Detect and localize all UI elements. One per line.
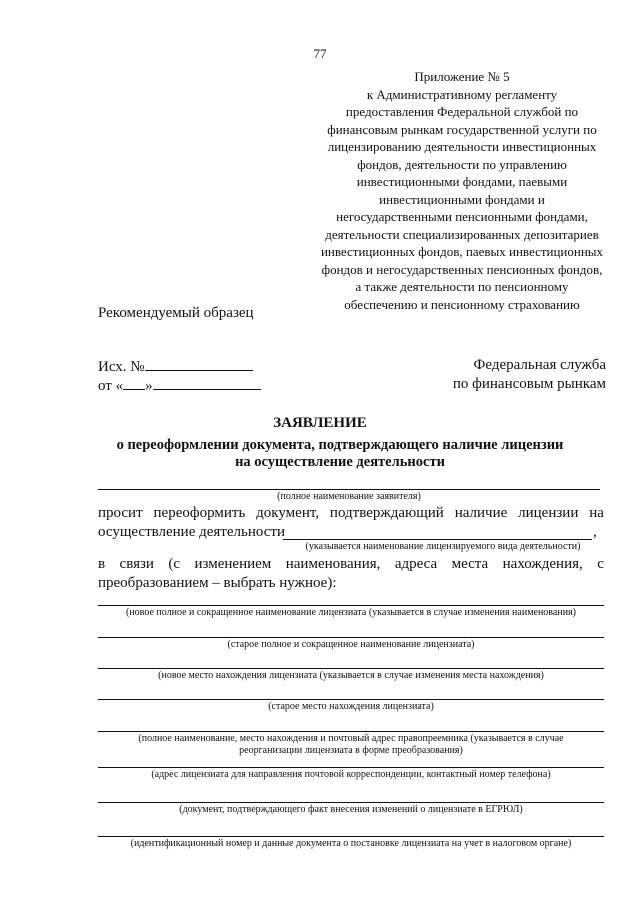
word: места xyxy=(451,556,489,572)
date-month-year-blank[interactable] xyxy=(153,375,261,390)
outgoing-number-line xyxy=(98,356,253,376)
appendix-line: инвестиционными фондами, паевыми xyxy=(356,174,568,189)
old-location-field[interactable] xyxy=(98,699,604,700)
page-number: 77 xyxy=(313,46,327,61)
new-name-caption: (новое полное и сокращенное наименование лицензиата (указывается в случае изменения наименования) xyxy=(126,607,576,618)
appendix-line: обеспечению и пенсионному страхованию xyxy=(344,296,580,312)
appendix-line: инвестиционными фондами и xyxy=(379,191,545,207)
activity-caption: (указывается наименование лицензируемого вида деятельности) xyxy=(305,541,581,552)
new-name-field[interactable] xyxy=(98,605,604,606)
successor-caption-line: (полное наименование, место нахождения и почтовый адрес правопреемника (указывается в случае xyxy=(138,733,564,744)
date-prefix: от « xyxy=(98,378,124,394)
successor-caption-line: реорганизации лицензиата в форме преобразования) xyxy=(239,745,463,756)
sample-label: Рекомендуемый образец xyxy=(98,305,254,321)
applicant-name-field[interactable] xyxy=(98,489,600,490)
word: на xyxy=(589,505,604,521)
document-title: ЗАЯВЛЕНИЕ xyxy=(273,415,367,431)
date-day-blank[interactable] xyxy=(123,375,145,390)
new-location-field[interactable] xyxy=(98,668,604,669)
reason-line xyxy=(98,556,604,573)
appendix-line: финансовым рынкам государственной услуги по xyxy=(327,121,597,137)
addressee-line: по финансовым рынкам xyxy=(452,376,606,392)
word: просит xyxy=(98,505,143,521)
egrul-document-field[interactable] xyxy=(98,802,604,803)
outgoing-number-blank[interactable] xyxy=(145,356,253,371)
word: в xyxy=(98,556,106,572)
date-mid: » xyxy=(145,378,153,394)
request-line xyxy=(98,505,604,522)
subtitle-line: на осуществление деятельности xyxy=(235,454,445,470)
appendix-line: предоставления Федеральной службой по xyxy=(345,104,579,119)
successor-caption xyxy=(98,733,604,757)
word: подтверждающий xyxy=(329,505,444,521)
appendix-line: а также деятельности по пенсионному xyxy=(355,279,569,294)
word: (с xyxy=(168,556,181,572)
appendix-line: фондов и негосударственных пенсионных фондов, xyxy=(321,261,603,277)
activity-suffix: , xyxy=(593,524,597,540)
old-name-caption: (старое полное и сокращенное наименование лицензиата) xyxy=(227,639,475,650)
old-name-field[interactable] xyxy=(98,637,604,638)
tax-registration-caption: (идентификационный номер и данные документа о постановке лицензиата на учет в налоговом органе) xyxy=(130,838,572,849)
word: связи xyxy=(119,556,154,572)
activity-field[interactable] xyxy=(283,539,592,540)
egrul-document-caption: (документ, подтверждающего факт внесения изменений о лицензиате в ЕГРЮЛ) xyxy=(179,804,523,815)
appendix-line: деятельности специализированных депозитариев xyxy=(325,226,599,242)
postal-address-field[interactable] xyxy=(98,767,604,768)
outgoing-number-label: Исх. № xyxy=(98,359,145,375)
word: наименования, xyxy=(285,556,381,572)
appendix-line: Приложение № 5 xyxy=(414,69,510,84)
addressee-line: Федеральная служба xyxy=(473,357,606,373)
word: изменением xyxy=(194,556,272,572)
new-location-caption: (новое место нахождения лицензиата (указывается в случае изменения места нахождения) xyxy=(158,670,544,681)
old-location-caption: (старое место нахождения лицензиата) xyxy=(268,701,434,712)
tax-registration-field[interactable] xyxy=(98,836,604,837)
reason-line-2: преобразованием – выбрать нужное): xyxy=(98,575,337,591)
word: документ, xyxy=(256,505,320,521)
addressee xyxy=(453,356,606,394)
appendix-header xyxy=(292,68,632,313)
appendix-line: лицензированию деятельности инвестиционных xyxy=(327,139,597,154)
applicant-caption: (полное наименование заявителя) xyxy=(277,491,421,502)
word: нахождения, xyxy=(502,556,583,572)
document-subtitle xyxy=(60,437,620,471)
appendix-line: к Административному регламенту xyxy=(366,86,558,102)
word: с xyxy=(597,556,604,572)
activity-prefix: осуществление деятельности xyxy=(98,524,285,540)
postal-address-caption: (адрес лицензиата для направления почтовой корреспонденции, контактный номер телефона) xyxy=(151,769,551,780)
subtitle-line: о переоформлении документа, подтверждающего наличие лицензии xyxy=(116,437,564,453)
appendix-line: фондов, деятельности по управлению xyxy=(357,156,567,172)
word: лицензии xyxy=(518,505,579,521)
word: адреса xyxy=(394,556,438,572)
word: наличие xyxy=(454,505,508,521)
appendix-line: инвестиционных фондов, паевых инвестиционных xyxy=(320,244,604,259)
outgoing-date-line xyxy=(98,375,261,395)
appendix-line: негосударственными пенсионными фондами, xyxy=(336,209,588,224)
successor-field[interactable] xyxy=(98,731,604,732)
word: переоформить xyxy=(153,505,246,521)
